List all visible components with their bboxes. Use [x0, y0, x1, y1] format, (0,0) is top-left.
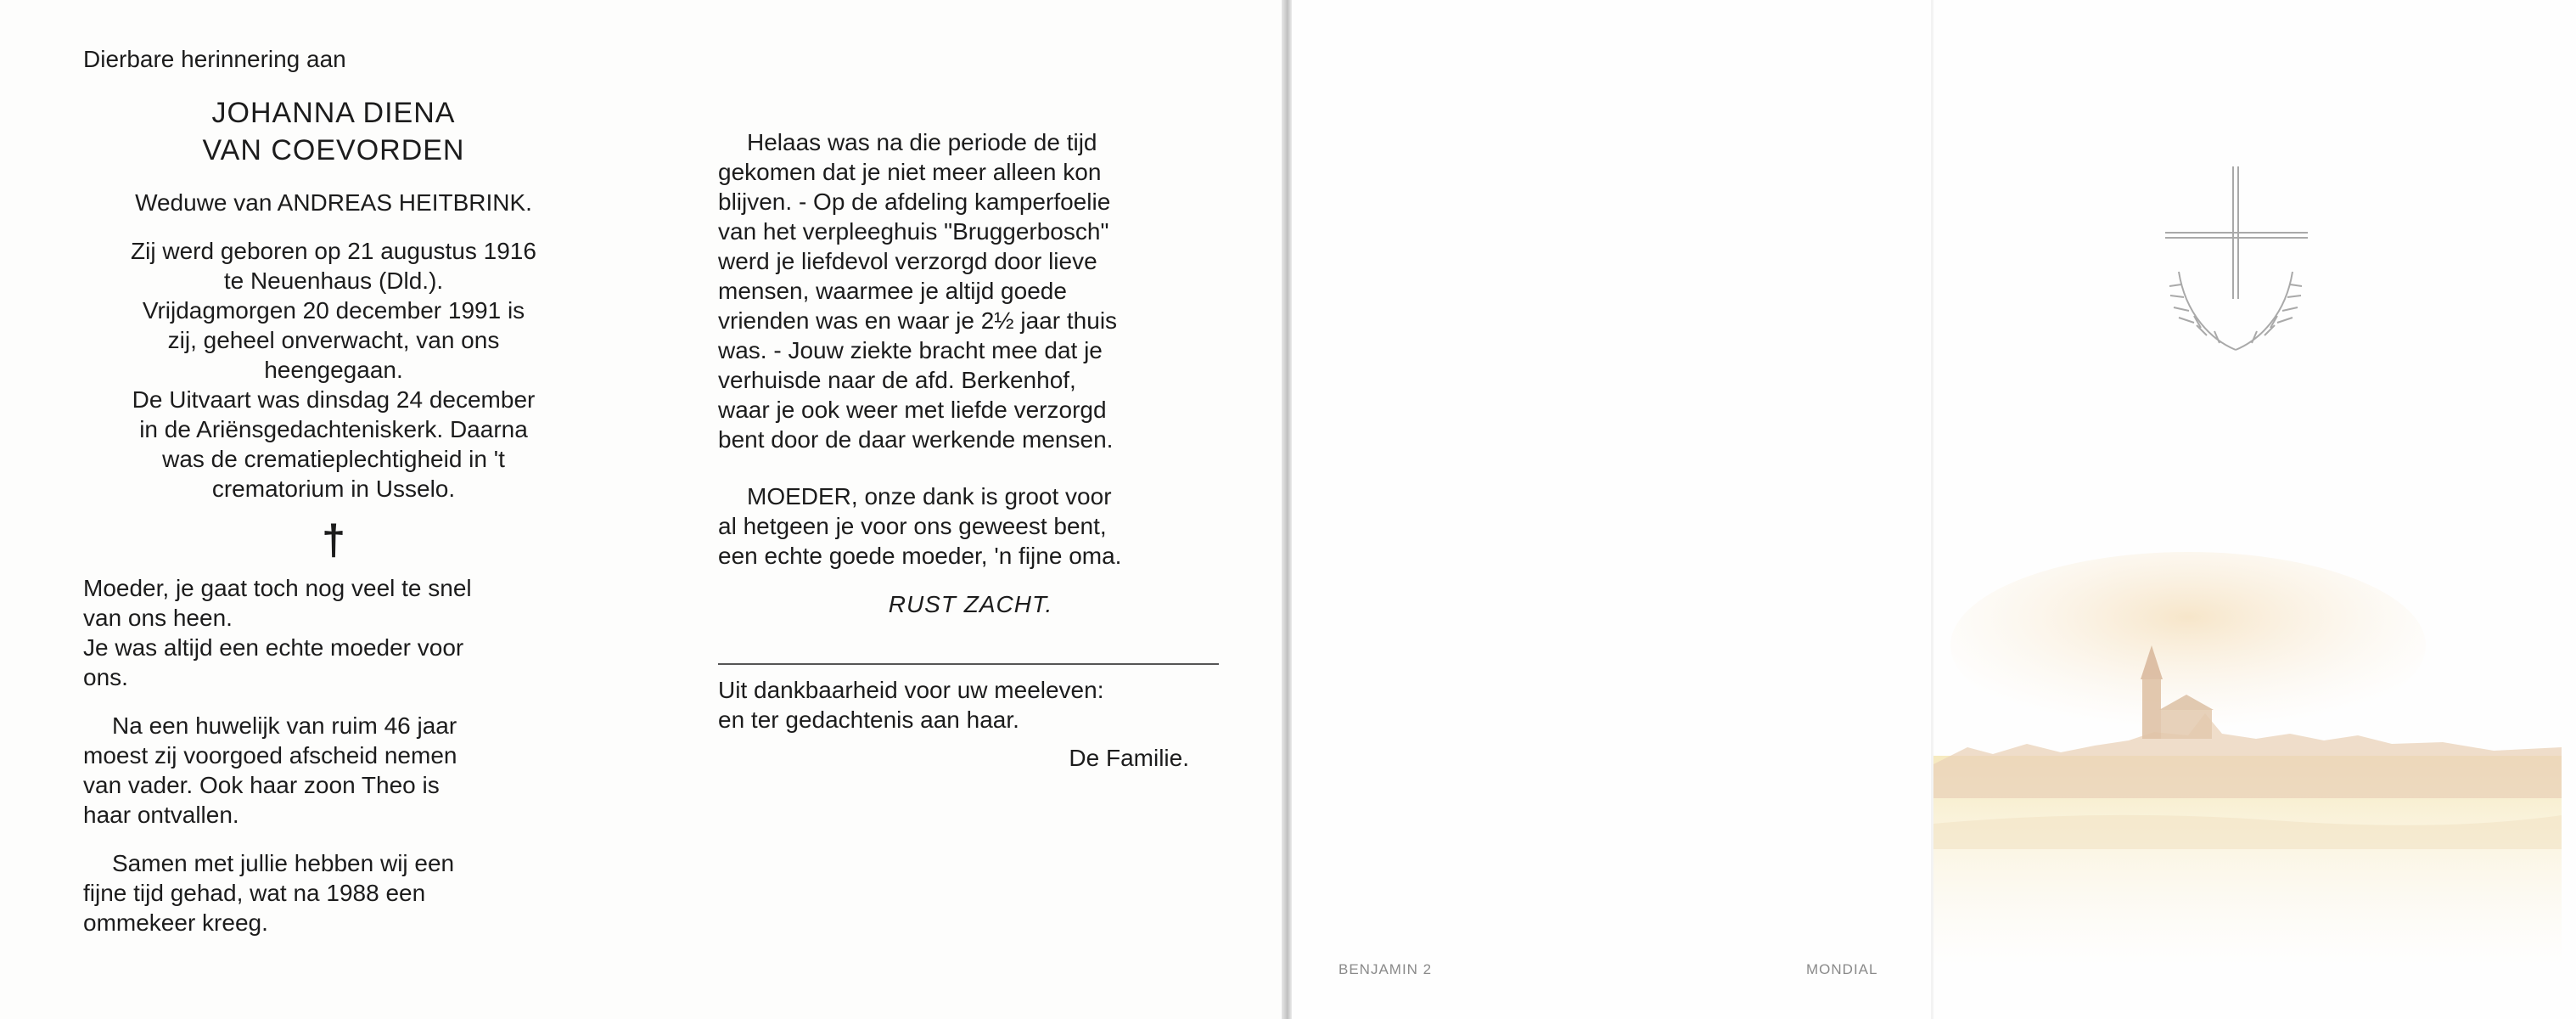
- text-line: Helaas was na die periode de tijd: [747, 129, 1097, 155]
- text-line: Na een huwelijk van ruim 46 jaar: [112, 712, 457, 739]
- paragraph-2: [83, 711, 584, 830]
- text-line: Samen met jullie hebben wij een: [112, 850, 455, 876]
- thanks-block: [718, 675, 1223, 735]
- bio-line: in de Ariënsgedachteniskerk. Daarna: [139, 416, 528, 442]
- text-line: al hetgeen je voor ons geweest bent,: [718, 513, 1107, 539]
- text-line: van het verpleeghuis "Bruggerbosch": [718, 218, 1109, 245]
- text-line: van ons heen.: [83, 605, 233, 631]
- text-line: Uit dankbaarheid voor uw meeleven:: [718, 677, 1104, 703]
- text-line: Je was altijd een echte moeder voor: [83, 634, 464, 661]
- middle-column: [718, 127, 1223, 773]
- bio-line: Vrijdagmorgen 20 december 1991 is: [142, 297, 525, 324]
- bio-line: was de crematieplechtigheid in 't: [162, 446, 505, 472]
- text-line: en ter gedachtenis aan haar.: [718, 707, 1019, 733]
- bio-block: [83, 236, 584, 504]
- paragraph-1: [83, 573, 584, 692]
- text-line: gekomen dat je niet meer alleen kon: [718, 159, 1102, 185]
- text-line: was. - Jouw ziekte bracht mee dat je: [718, 337, 1103, 363]
- brand-label-mondial: MONDIAL: [1806, 961, 1878, 977]
- text-line: bent door de daar werkende mensen.: [718, 426, 1114, 453]
- paragraph-4: [718, 127, 1223, 454]
- deceased-first-names: JOHANNA DIENA: [211, 97, 456, 129]
- cross-with-palm-branches-icon: [2160, 161, 2313, 369]
- bio-line: crematorium in Usselo.: [211, 476, 456, 502]
- text-line: vrienden was en waar je 2½ jaar thuis: [718, 307, 1118, 334]
- rust-zacht: RUST ZACHT.: [888, 591, 1053, 617]
- text-line: mensen, waarmee je altijd goede: [718, 278, 1067, 304]
- bio-line: heengegaan.: [264, 357, 403, 383]
- text-line: blijven. - Op de afdeling kamperfoelie: [718, 189, 1111, 215]
- bio-line: De Uitvaart was dinsdag 24 december: [132, 386, 536, 413]
- bio-line: Zij werd geboren op 21 augustus 1916: [131, 238, 536, 264]
- village-church-landscape-icon: [1933, 543, 2562, 972]
- signature: De Familie.: [1069, 745, 1189, 771]
- left-column: [83, 44, 584, 937]
- intro-text: Dierbare herinnering aan: [83, 46, 346, 72]
- brand-label-benjamin: BENJAMIN 2: [1339, 961, 1433, 977]
- paragraph-5: [718, 481, 1223, 571]
- card-fold: [1282, 0, 1292, 1019]
- text-line: ons.: [83, 664, 128, 690]
- text-line: ommekeer kreeg.: [83, 909, 268, 936]
- text-line: haar ontvallen.: [83, 802, 239, 828]
- text-line: moest zij voorgoed afscheid nemen: [83, 742, 457, 768]
- text-line: MOEDER, onze dank is groot voor: [747, 483, 1112, 510]
- bio-line: zij, geheel onverwacht, van ons: [167, 327, 500, 353]
- divider-line: [718, 663, 1219, 665]
- memorial-card-inner-left: [0, 0, 1282, 1019]
- cross-symbol: †: [322, 516, 345, 564]
- text-line: fijne tijd gehad, wat na 1988 een: [83, 880, 426, 906]
- text-line: van vader. Ook haar zoon Theo is: [83, 772, 440, 798]
- text-line: Moeder, je gaat toch nog veel te snel: [83, 575, 472, 601]
- widow-of-line: Weduwe van ANDREAS HEITBRINK.: [135, 189, 532, 216]
- deceased-surname: VAN COEVORDEN: [202, 134, 465, 166]
- text-line: waar je ook weer met liefde verzorgd: [718, 397, 1107, 423]
- text-line: een echte goede moeder, 'n fijne oma.: [718, 543, 1122, 569]
- bio-line: te Neuenhaus (Dld.).: [223, 267, 444, 294]
- text-line: verhuisde naar de afd. Berkenhof,: [718, 367, 1076, 393]
- paragraph-3: [83, 848, 584, 937]
- text-line: werd je liefdevol verzorgd door lieve: [718, 248, 1097, 274]
